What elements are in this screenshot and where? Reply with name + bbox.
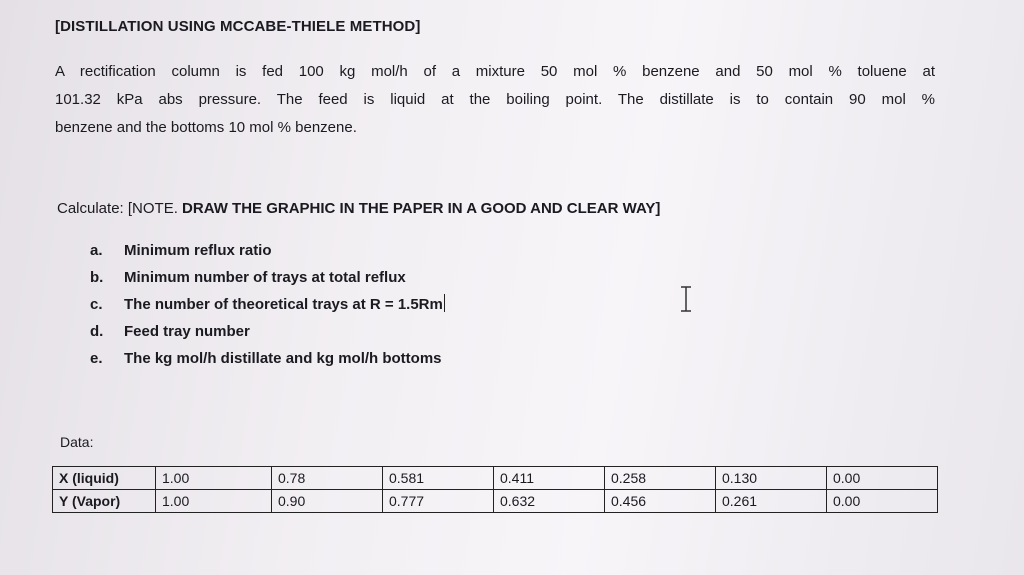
item-text: Feed tray number [124,323,250,340]
list-item [90,348,445,375]
item-text: Minimum reflux ratio [124,242,272,259]
table-cell: 0.78 [272,467,383,490]
table-cell: 0.00 [827,490,938,513]
row-header: Y (Vapor) [53,490,156,513]
item-text: Minimum number of trays at total reflux [124,269,406,286]
calculate-note: DRAW THE GRAPHIC IN THE PAPER IN A GOOD AND CLEAR WAY] [177,200,661,217]
problem-line-2: 101.32 kPa abs pressure. The feed is liquid at the boiling point. The distillate is to contain 90 mol % [55,91,935,108]
table-row [53,490,938,513]
table-cell: 0.90 [272,490,383,513]
item-text: The kg mol/h distillate and kg mol/h bottoms [124,350,442,367]
item-letter: e. [90,350,103,367]
table-row [53,467,938,490]
list-item [90,267,445,294]
table-cell: 0.130 [716,467,827,490]
table-cell: 0.581 [383,467,494,490]
item-letter: c. [90,296,103,313]
document-title: [DISTILLATION USING MCCABE-THIELE METHOD] [55,18,421,35]
text-cursor-icon [680,286,692,312]
table-cell: 0.632 [494,490,605,513]
table-cell: 1.00 [156,490,272,513]
data-label: Data: [60,434,94,450]
table-cell: 0.777 [383,490,494,513]
item-letter: b. [90,269,104,286]
problem-line-3: benzene and the bottoms 10 mol % benzene. [55,119,357,136]
table-cell: 0.411 [494,467,605,490]
calculate-heading [57,200,660,217]
item-letter: a. [90,242,103,259]
question-list [90,240,445,375]
row-header: X (liquid) [53,467,156,490]
problem-line-1: A rectification column is fed 100 kg mol/h of a mixture 50 mol % benzene and 50 mol % toluene at [55,63,935,80]
table-cell: 0.258 [605,467,716,490]
table-cell: 1.00 [156,467,272,490]
list-item [90,294,445,321]
list-item [90,321,445,348]
problem-statement [55,58,935,142]
equilibrium-data-table [52,466,938,513]
list-item [90,240,445,267]
item-letter: d. [90,323,104,340]
calculate-prefix: Calculate: [NOTE. [57,200,178,217]
table-cell: 0.00 [827,467,938,490]
item-text: The number of theoretical trays at R = 1.5Rm [124,296,443,313]
table-cell: 0.456 [605,490,716,513]
text-caret [444,294,445,312]
table-cell: 0.261 [716,490,827,513]
